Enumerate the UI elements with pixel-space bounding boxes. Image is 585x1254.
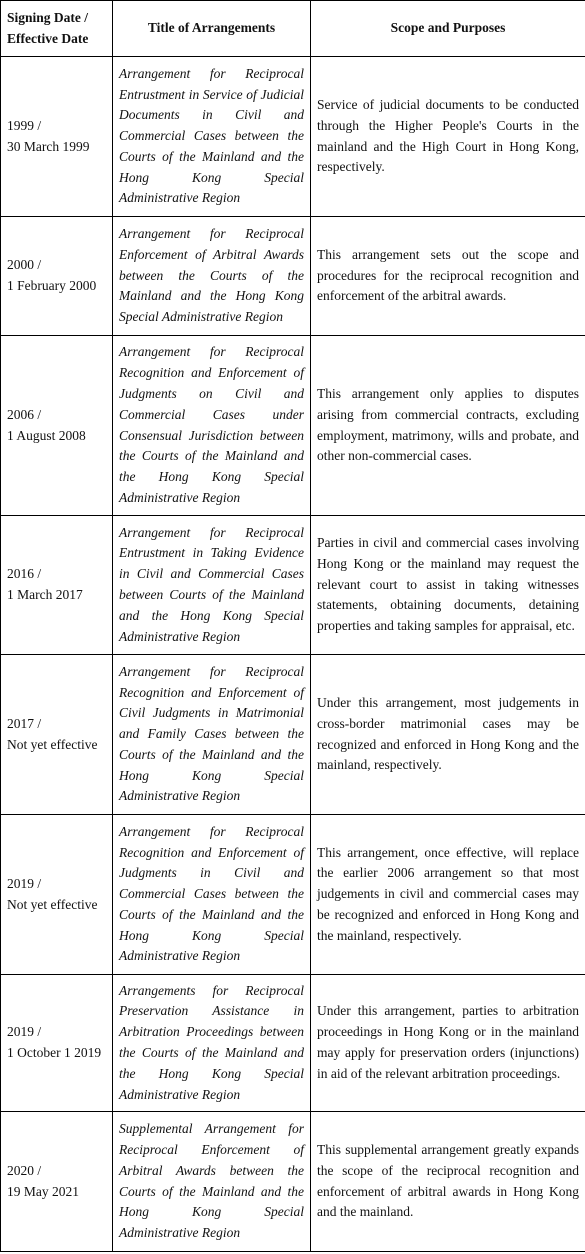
table-row: [1, 217, 585, 336]
effective-date: 1 August 2008: [7, 427, 86, 443]
signing-date: 2016 /: [7, 566, 42, 582]
signing-date: 2000 /: [7, 257, 42, 273]
scope-cell: This arrangement, once effective, will replace the earlier 2006 arrangement so that most judgements in civil and commercial cases may be recognized and enforced in Hong Kong and the mainland, respectively.: [311, 815, 585, 975]
signing-date: 2020 /: [7, 1162, 42, 1178]
effective-date: 19 May 2021: [7, 1183, 79, 1199]
scope-cell: Under this arrangement, most judgements in cross-border matrimonial cases may be recognized and enforced in Hong Kong and the mainland, respectively.: [311, 655, 585, 815]
effective-date: Not yet effective: [7, 896, 98, 912]
header-scope: Scope and Purposes: [311, 1, 585, 57]
table-row: [1, 815, 585, 975]
title-cell: Supplemental Arrangement for Reciprocal Enforcement of Arbitral Awards between the Courts of the Mainland and the Hong Kong Special Administrative Region: [113, 1112, 311, 1252]
date-cell: [1, 336, 113, 516]
date-cell: [1, 57, 113, 217]
signing-date: 2019 /: [7, 875, 42, 891]
date-cell: [1, 1112, 113, 1252]
title-cell: Arrangement for Reciprocal Recognition and Enforcement of Civil Judgments in Matrimonial and Family Cases between the Courts of the Mainland and the Hong Kong Special Administrative Region: [113, 655, 311, 815]
header-date: Signing Date / Effective Date: [1, 1, 113, 57]
table-row: [1, 655, 585, 815]
scope-cell: Under this arrangement, parties to arbitration proceedings in Hong Kong or in the mainland may apply for preservation orders (injunctions) in aid of the relevant arbitration proceedings.: [311, 975, 585, 1112]
scope-cell: This supplemental arrangement greatly expands the scope of the reciprocal recognition and enforcement of arbitral awards in Hong Kong and the mainland.: [311, 1112, 585, 1252]
scope-cell: This arrangement only applies to disputes arising from commercial contracts, excluding employment, matrimony, wills and probate, and other non-commercial cases.: [311, 336, 585, 516]
scope-cell: Parties in civil and commercial cases involving Hong Kong or the mainland may request the relevant court to assist in taking witnesses statements, obtaining documents, detaining properties and taking samples for appraisal, etc.: [311, 516, 585, 655]
signing-date: 2006 /: [7, 406, 42, 422]
table-row: [1, 975, 585, 1112]
date-cell: [1, 217, 113, 336]
title-cell: Arrangement for Reciprocal Enforcement of Arbitral Awards between the Courts of the Mainland and the Hong Kong Special Administrative Region: [113, 217, 311, 336]
date-cell: [1, 655, 113, 815]
table-row: [1, 516, 585, 655]
header-row: [1, 1, 585, 57]
effective-date: 1 October 1 2019: [7, 1045, 102, 1060]
date-cell: [1, 975, 113, 1112]
signing-date: 1999 /: [7, 117, 42, 133]
signing-date: 2017 /: [7, 715, 42, 731]
table-row: [1, 336, 585, 516]
title-cell: Arrangement for Reciprocal Recognition and Enforcement of Judgments in Civil and Commercial Cases between the Courts of the Mainland and the Hong Kong Special Administrative Region: [113, 815, 311, 975]
effective-date: 30 March 1999: [7, 138, 90, 154]
title-cell: Arrangement for Reciprocal Entrustment in Service of Judicial Documents in Civil and Commercial Cases between the Courts of the Mainland and the Hong Kong Special Administrative Region: [113, 57, 311, 217]
title-cell: Arrangement for Reciprocal Recognition and Enforcement of Judgments on Civil and Commercial Cases under Consensual Jurisdiction between the Courts of the Mainland and the Hong Kong Special Administrative Region: [113, 336, 311, 516]
title-cell: Arrangement for Reciprocal Entrustment in Taking Evidence in Civil and Commercial Cases between Courts of the Mainland and the Hong Kong Special Administrative Region: [113, 516, 311, 655]
effective-date: 1 March 2017: [7, 587, 83, 602]
table-row: [1, 57, 585, 217]
effective-date: 1 February 2000: [7, 278, 97, 293]
scope-cell: This arrangement sets out the scope and procedures for the reciprocal recognition and enforcement of the arbitral awards.: [311, 217, 585, 336]
date-cell: [1, 516, 113, 655]
table-row: [1, 1112, 585, 1252]
header-title: Title of Arrangements: [113, 1, 311, 57]
signing-date: 2019 /: [7, 1024, 42, 1040]
title-cell: Arrangements for Reciprocal Preservation Assistance in Arbitration Proceedings between the Courts of the Mainland and the Hong Kong Special Administrative Region: [113, 975, 311, 1112]
scope-cell: Service of judicial documents to be conducted through the Higher People's Courts in the mainland and the High Court in Hong Kong, respectively.: [311, 57, 585, 217]
effective-date: Not yet effective: [7, 736, 98, 752]
date-cell: [1, 815, 113, 975]
